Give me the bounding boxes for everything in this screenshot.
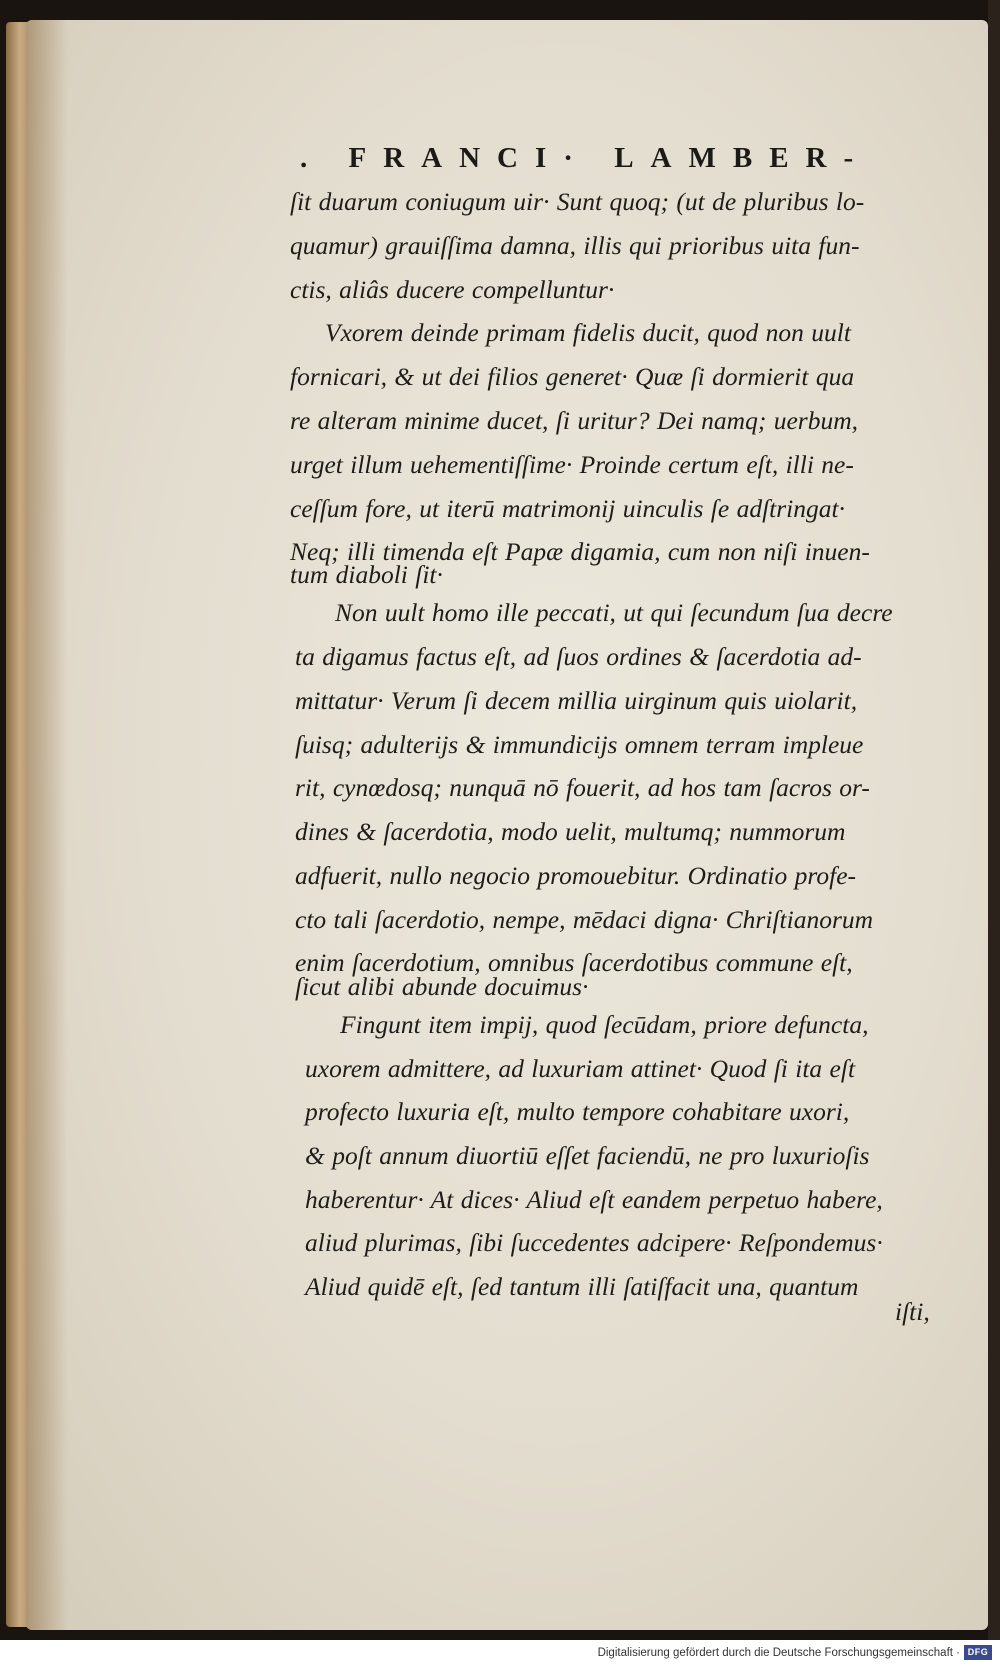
text-line: profecto luxuria eſt, multo tempore cohabitare uxori,: [305, 1097, 850, 1126]
text-line: mittatur· Verum ſi decem millia uirginum quis uiolarit,: [295, 686, 858, 715]
text-line: & poſt annum diuortiū eſſet faciendū, ne pro luxurioſis: [305, 1141, 870, 1170]
text-line: ſicut alibi abunde docuimus·: [295, 972, 589, 1001]
text-line: urget illum uehementiſſime· Proinde certum eſt, illi ne-: [290, 450, 854, 479]
text-line: ceſſum fore, ut iterū matrimonij uinculis ſe adſtringat·: [290, 494, 845, 523]
text-line: fornicari, & ut dei filios generet· Quæ ſi dormierit qua: [290, 362, 855, 391]
text-line: cto tali ſacerdotio, nempe, mēdaci digna· Chriſtianorum: [295, 905, 874, 934]
text-line: rit, cynœdosq; nunquā nō fouerit, ad hos tam ſacros or-: [295, 773, 870, 802]
text-line: adfuerit, nullo negocio promouebitur. Ordinatio profe-: [295, 861, 857, 890]
text-line: Non uult homo ille peccati, ut qui ſecundum ſua decre: [335, 598, 893, 627]
text-line: aliud plurimas, ſibi ſuccedentes adcipere· Reſpondemus·: [305, 1228, 883, 1257]
text-line: haberentur· At dices· Aliud eſt eandem perpetuo habere,: [305, 1185, 883, 1214]
text-line: ta digamus factus eſt, ad ſuos ordines & ſacerdotia ad-: [295, 642, 862, 671]
text-line: Aliud quidē eſt, ſed tantum illi ſatiſfacit una, quantum: [305, 1272, 859, 1301]
dfg-logo: DFG: [964, 1645, 992, 1660]
text-line: Fingunt item impij, quod ſecūdam, priore defuncta,: [340, 1010, 869, 1039]
text-line: ſuisq; adulterijs & immundicijs omnem terram impleue: [295, 730, 864, 759]
funding-credit: Digitalisierung gefördert durch die Deutsche Forschungsgemeinschaft ·: [597, 1647, 960, 1659]
text-line: dines & ſacerdotia, modo uelit, multumq; nummorum: [295, 817, 846, 846]
text-line: uxorem admittere, ad luxuriam attinet· Quod ſi ita eſt: [305, 1054, 856, 1083]
text-line: re alteram minime ducet, ſi uritur? Dei namq; uerbum,: [290, 406, 858, 435]
running-head: . FRANCI· LAMBER-: [300, 142, 871, 174]
catchword: iſti,: [895, 1297, 930, 1326]
text-line: ſit duarum coniugum uir· Sunt quoq; (ut de pluribus lo-: [290, 187, 865, 216]
text-line: Vxorem deinde primam fidelis ducit, quod non uult: [325, 318, 851, 347]
text-line: ctis, aliâs ducere compelluntur·: [290, 275, 615, 304]
text-line: tum diaboli ſit·: [290, 560, 443, 589]
text-line: Neq; illi timenda eſt Papæ digamia, cum non niſi inuen-: [290, 537, 870, 566]
text-line: quamur) grauiſſima damna, illis qui prioribus uita fun-: [290, 231, 860, 260]
text-line: enim ſacerdotium, omnibus ſacerdotibus commune eſt,: [295, 948, 853, 977]
